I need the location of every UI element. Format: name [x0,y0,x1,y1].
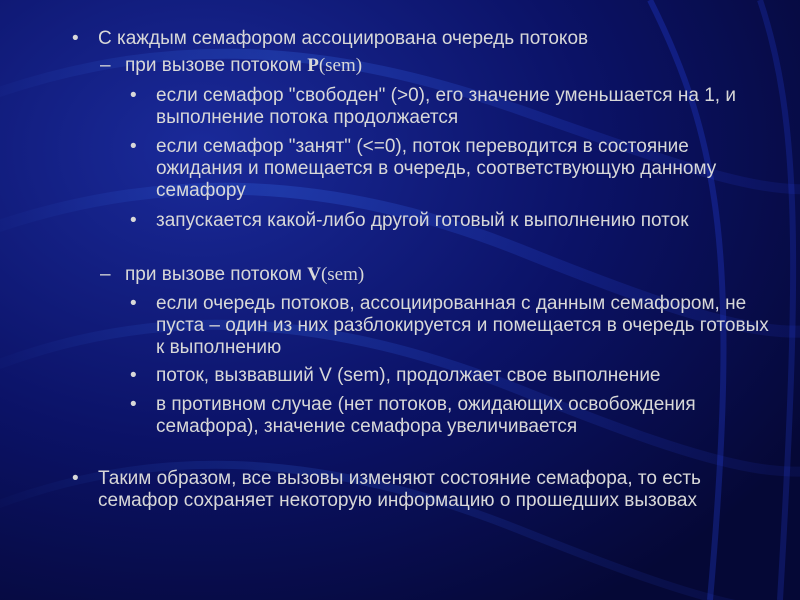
subbullet-prefix: при вызове потоком [125,264,308,285]
bullet-marker: • [130,293,137,314]
subbullet-item [100,55,760,77]
bullet-marker: – [100,264,111,285]
bullet-marker: • [130,85,137,106]
bullet-marker: – [100,55,111,76]
subsubbullet-item [130,394,770,438]
bullet-marker: • [72,468,79,489]
bullet-marker: • [130,394,137,415]
subsubbullet-item [130,365,770,387]
subbullet-text [100,55,760,77]
bullet-marker: • [130,365,137,386]
subsubbullet-item [130,136,770,202]
operation-name: V [307,264,321,285]
operation-name: P [307,55,319,76]
subsubbullet-text: если семафор "свободен" (>0), его значение уменьшается на 1, и выполнение потока продолжается [156,85,736,128]
subbullet-prefix: при вызове потоком [125,55,308,76]
subbullet-item [100,264,760,286]
subsubbullet-item [130,293,770,359]
bullet-marker: • [130,136,137,157]
bullet-text: С каждым семафором ассоциирована очередь потоков [98,28,589,49]
operation-args: (sem) [318,55,363,76]
subsubbullet-item [130,210,770,232]
bullet-text: Таким образом, все вызовы изменяют состояние семафора, то есть семафор сохраняет некоторую информацию о прошедших вызовах [98,468,701,511]
bullet-item [72,468,772,512]
operation-args: (sem) [320,264,365,285]
subsubbullet-item [130,85,770,129]
bullet-item [72,28,772,50]
bullet-marker: • [72,28,79,49]
subsubbullet-text: если очередь потоков, ассоциированная с данным семафором, не пуста – один из них разблокируется и помещается в очередь готовых к выполнению [156,293,769,358]
subsubbullet-text: если семафор "занят" (<=0), поток переводится в состояние ожидания и помещается в очередь, соответствующую данному семафору [156,136,717,201]
subsubbullet-text: в противном случае (нет потоков, ожидающих освобождения семафора), значение семафора увеличивается [156,394,696,437]
bullet-marker: • [130,210,137,231]
subsubbullet-text: запускается какой-либо другой готовый к выполнению поток [156,210,689,231]
subbullet-text [100,264,760,286]
subsubbullet-text: поток, вызвавший V (sem), продолжает свое выполнение [156,365,661,386]
